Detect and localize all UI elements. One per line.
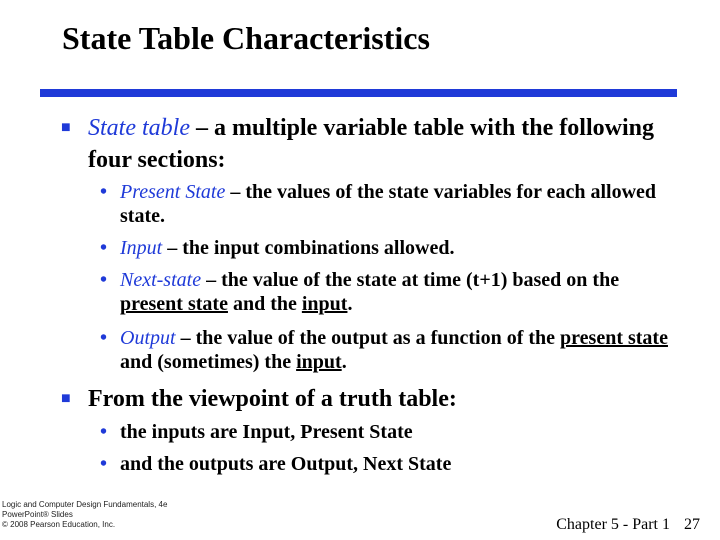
dot-bullet-icon: • [100, 421, 108, 443]
book-credit [2, 500, 167, 530]
sub-bullet-inputs [100, 420, 680, 444]
chapter-label: Chapter 5 - Part 1 [556, 516, 670, 533]
sub-bullet-text: and the [227, 293, 302, 315]
term-output: Output [120, 327, 176, 349]
sub-bullet-text: the inputs are Input, Present State [120, 421, 413, 443]
sub-bullet-text: – the value of the output as a function of the [175, 327, 561, 349]
bullet-truth-table-viewpoint [61, 383, 688, 415]
sub-bullet-text: and the outputs are Output, Next State [120, 453, 452, 475]
slide-title: State Table Characteristics [62, 20, 430, 56]
sub-bullet-text: and (sometimes) the [120, 351, 297, 373]
sub-bullet-text: – the values of the state variables for each allowed state. [120, 181, 657, 227]
sub-bullet-text: – the input combinations allowed. [162, 237, 455, 259]
sub-bullet-outputs [100, 452, 680, 476]
page-number: 27 [684, 516, 700, 533]
underlined-present-state: present state [120, 293, 228, 315]
book-title: Logic and Computer Design Fundamentals, 4e [2, 500, 168, 509]
sub-bullet-text: . [347, 293, 353, 315]
term-input: Input [120, 237, 163, 259]
dot-bullet-icon: • [100, 181, 108, 203]
underlined-input: input [296, 351, 342, 373]
dot-bullet-icon: • [100, 453, 108, 475]
dot-bullet-icon: • [100, 269, 108, 291]
bullet-state-table [61, 112, 688, 176]
dot-bullet-icon: • [100, 327, 108, 349]
term-next-state: Next-state [120, 269, 202, 291]
sub-bullet-present-state [100, 180, 680, 228]
sub-bullet-text: – the value of the state at time (t+1) based on the [201, 269, 620, 291]
square-bullet-icon: ■ [61, 390, 71, 407]
bullet-text: – a multiple variable table with the following four sections: [88, 115, 654, 173]
dot-bullet-icon: • [100, 237, 108, 259]
term-state-table: State table [88, 115, 190, 141]
bullet-text: From the viewpoint of a truth table: [88, 386, 457, 412]
sub-bullet-text: . [341, 351, 347, 373]
title-underline-bar [40, 89, 677, 97]
sub-bullet-next-state [100, 268, 680, 316]
underlined-present-state: present state [560, 327, 668, 349]
book-copyright: © 2008 Pearson Education, Inc. [2, 520, 116, 529]
sub-bullet-output [100, 326, 680, 374]
book-slides-label: PowerPoint® Slides [2, 510, 73, 519]
underlined-input: input [301, 293, 348, 315]
square-bullet-icon: ■ [61, 119, 71, 136]
term-present-state: Present State [120, 181, 226, 203]
slide-footer [556, 516, 700, 534]
sub-bullet-input [100, 236, 680, 260]
